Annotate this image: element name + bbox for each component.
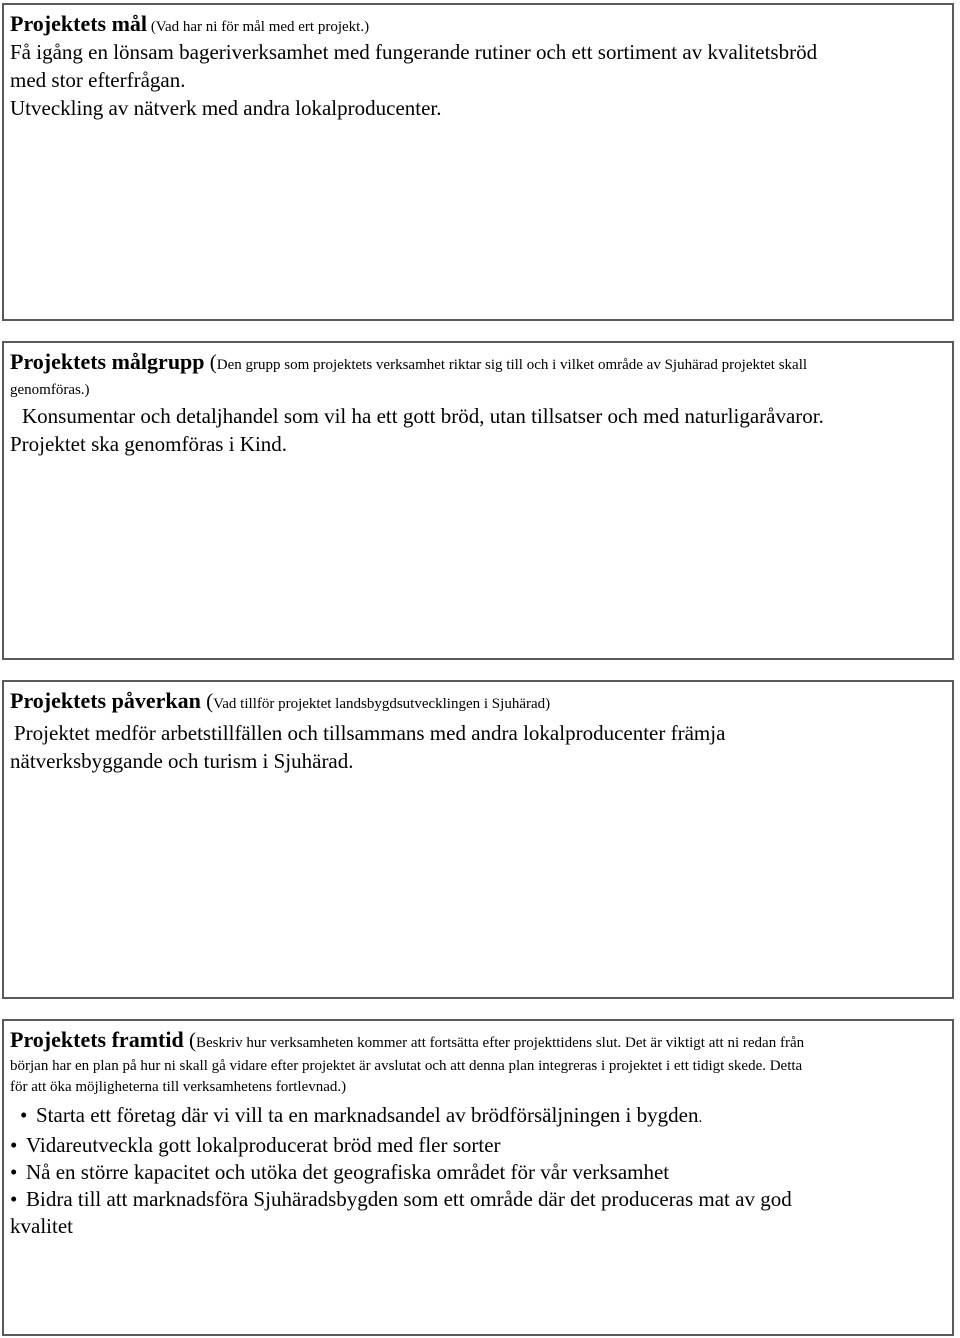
future-paren: (: [183, 1028, 196, 1052]
impact-paren: (: [200, 689, 214, 713]
future-bullet-3: Nå en större kapacitet och utöka det geografiska området för vår verksamhet: [26, 1160, 670, 1184]
future-bullet-1: Starta ett företag där vi vill ta en marknadsandel av brödförsäljningen i bygden: [36, 1103, 699, 1127]
target-group-heading: Projektets målgrupp: [10, 349, 205, 374]
future-bullet-2: Vidareutveckla gott lokalproducerat bröd med fler sorter: [26, 1133, 501, 1157]
list-item: [10, 1186, 946, 1213]
future-bullet-4-cont: kvalitet: [10, 1214, 73, 1238]
list-item: [10, 1132, 946, 1159]
impact-line-2: nätverksbyggande och turism i Sjuhärad.: [10, 749, 354, 773]
impact-heading: Projektets påverkan: [10, 688, 201, 713]
target-group-hint: Den grupp som projektets verksamhet riktar sig till och i vilket område av Sjuhärad projektet skall: [216, 357, 808, 373]
goals-hint: (Vad har ni för mål med ert projekt.): [147, 19, 370, 35]
goals-line-3: Utveckling av nätverk med andra lokalproducenter.: [10, 96, 442, 120]
target-group-line-1: Konsumentar och detaljhandel som vil ha ett gott bröd, utan tillsatser och med naturligaråvaror.: [22, 404, 824, 428]
future-heading: Projektets framtid: [10, 1027, 184, 1052]
bullet-icon: •: [10, 1160, 18, 1184]
impact-hint: Vad tillför projektet landsbygdsutvecklingen i Sjuhärad): [213, 696, 551, 712]
goals-line-1: Få igång en lönsam bageriverksamhet med fungerande rutiner och ett sortiment av kvalitetsbröd: [10, 40, 818, 64]
target-group-hint-cont: genomföras.): [10, 382, 90, 398]
bullet-icon: •: [20, 1103, 28, 1127]
future-bullet-1-end: .: [698, 1110, 703, 1126]
bullet-icon: •: [10, 1187, 18, 1211]
future-bullet-list: [10, 1102, 946, 1240]
target-group-line-2: Projektet ska genomföras i Kind.: [10, 432, 288, 456]
future-header: [10, 1025, 946, 1056]
list-item-continuation: [10, 1213, 946, 1240]
section-impact: [2, 680, 954, 999]
impact-header: [10, 686, 946, 719]
list-item: [10, 1102, 946, 1132]
bullet-icon: •: [10, 1133, 18, 1157]
goals-line-2: med stor efterfrågan.: [10, 68, 186, 92]
future-hint: Beskriv hur verksamheten kommer att fortsätta efter projekttidens slut. Det är viktigt att ni redan från: [195, 1035, 805, 1051]
future-hint-line-1: början har en plan på hur ni skall gå vidare efter projektet är avslutat och att denna plan integreras i projektet i ett tidigt skede. Detta: [10, 1058, 803, 1074]
section-target-group: [2, 341, 954, 660]
target-group-paren: (: [204, 350, 217, 374]
future-bullet-4: Bidra till att marknadsföra Sjuhäradsbygden som ett område där det produceras mat av god: [26, 1187, 792, 1211]
target-group-header: [10, 347, 946, 380]
impact-line-1: Projektet medför arbetstillfällen och tillsammans med andra lokalproducenter främja: [14, 721, 726, 745]
goals-heading: Projektets mål: [10, 11, 148, 36]
future-hint-line-2: för att öka möjligheterna till verksamhetens fortlevnad.): [10, 1079, 347, 1095]
section-goals: [2, 3, 954, 321]
section-future: [2, 1019, 954, 1336]
list-item: [10, 1159, 946, 1186]
